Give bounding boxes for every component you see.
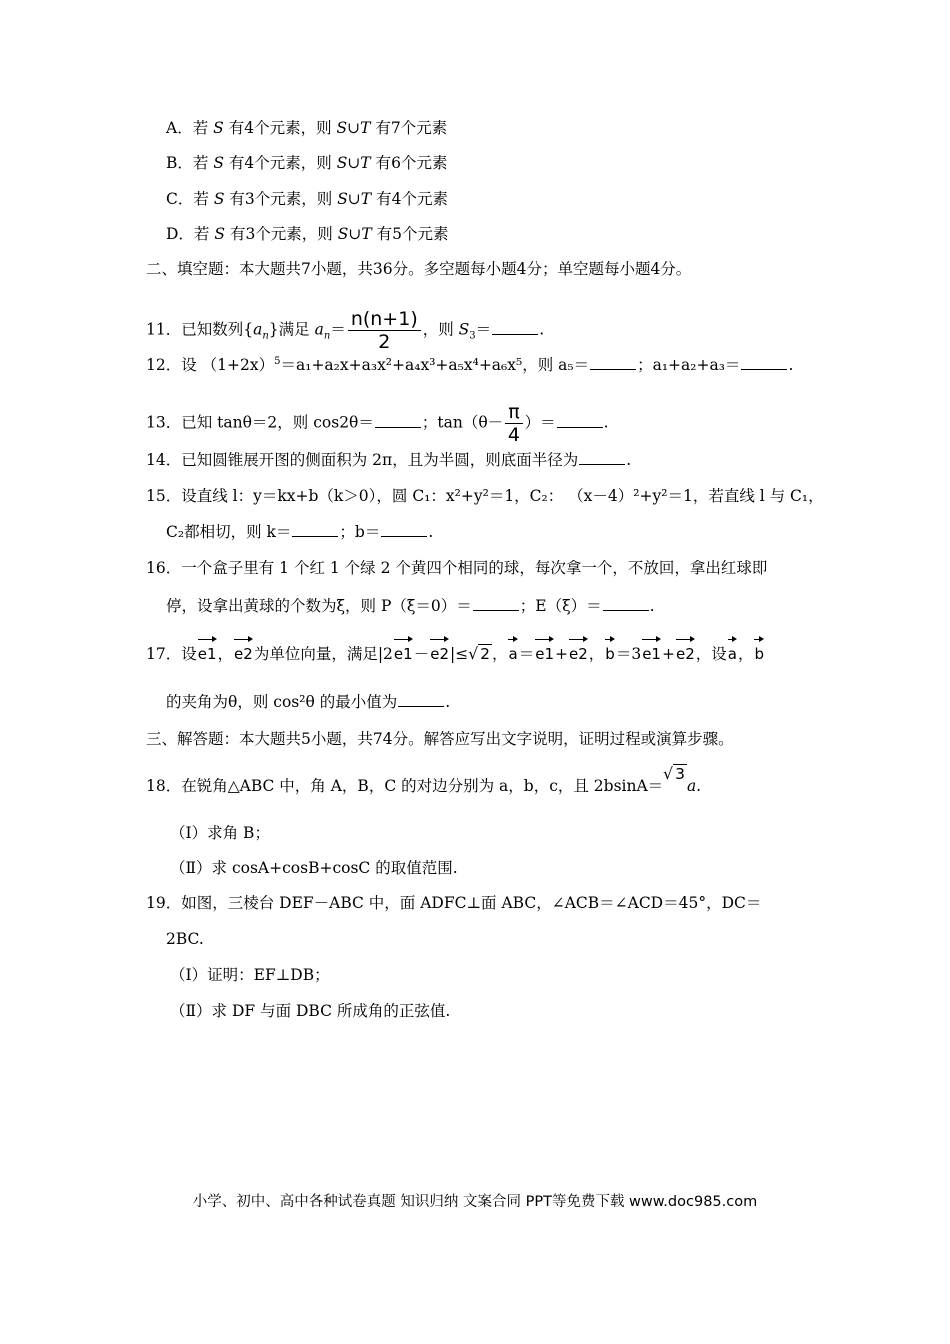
question-15-line-1: 15．设直线 l：y＝kx+b（k＞0），圆 C₁：x²+y²＝1，C₂： （x－4）²+y²＝1，若直线 l 与 C₁， [146, 487, 824, 505]
answer-blank [375, 413, 421, 428]
sqrt-2: √ 2 [468, 645, 490, 663]
answer-blank [603, 596, 649, 611]
vector-e1: e1 [394, 636, 413, 664]
answer-blank [557, 413, 603, 428]
question-18-part-2: （Ⅱ）求 cosA+cosB+cosC 的取值范围. [170, 859, 458, 877]
question-15-line-2: C₂都相切，则 k＝ ；b＝ . [166, 523, 434, 541]
vector-e2: e2 [569, 636, 588, 664]
footer-watermark: 小学、初中、高中各种试卷真题 知识归纳 文案合同 PPT等免费下载 www.doc985.com [192, 1194, 758, 1210]
question-19-part-1: （Ⅰ）证明：EF⊥DB； [170, 966, 330, 984]
sqrt-3: √ 3 [663, 765, 685, 783]
option-b: B．若 S 有4个元素，则 S∪T 有6个元素 [166, 154, 448, 172]
answer-blank [398, 692, 444, 707]
question-16-line-2: 停，设拿出黄球的个数为ξ，则 P（ξ＝0）＝ ；E（ξ）＝ . [166, 597, 655, 615]
vector-e2: e2 [430, 636, 449, 664]
question-18-part-1: （Ⅰ）求角 B； [170, 824, 270, 842]
question-17-line-2: 的夹角为θ，则 cos²θ 的最小值为 . [166, 693, 451, 711]
option-a: A．若 S 有4个元素，则 S∪T 有7个元素 [166, 119, 448, 137]
vector-b: b [754, 636, 764, 664]
answer-blank [473, 596, 519, 611]
question-14: 14．已知圆锥展开图的侧面积为 2π，且为半圆，则底面半径为 . [146, 451, 632, 469]
question-18: 18．在锐角△ABC 中，角 A，B，C 的对边分别为 a，b，c，且 2bsinA＝√ 3a. [146, 765, 702, 795]
answer-blank [492, 320, 538, 335]
section-3-heading: 三、解答题：本大题共5小题，共74分。解答应写出文字说明，证明过程或演算步骤。 [146, 730, 734, 748]
fraction-pi-over-4: $\frac{\pi}{4}$ [505, 401, 522, 446]
question-17-line-1: 17．设e1，e2为单位向量，满足|2e1－e2|≤√ 2 ，a＝e1+e2，b＝3e1+e2，设a，b [146, 636, 765, 664]
vector-a: a [508, 636, 517, 664]
question-13: 13．已知 tanθ＝2，则 cos2θ＝ ；tan（θ－ $\frac{\pi}{4}$ ）＝ . [146, 401, 609, 446]
question-19-line-2: 2BC. [166, 930, 204, 948]
vector-e1: e1 [535, 636, 554, 664]
question-12: 12．设 $(1+2x)^5=a_1+a_2x+a_3x^2+a_4x^3+a_5x^4+a_6x^5$，则 a₅＝ ；a₁+a₂+a₃＝ . [146, 355, 794, 374]
vector-a: a [728, 636, 737, 664]
question-16-line-1: 16．一个盒子里有 1 个红 1 个绿 2 个黄四个相同的球，每次拿一个，不放回，拿出红球即 [146, 559, 768, 577]
vector-e2: e2 [676, 636, 695, 664]
answer-blank [381, 522, 427, 537]
answer-blank [292, 522, 338, 537]
fraction-n-n1-over-2: $\frac{n(n+1)}{2}$ [348, 308, 421, 353]
vector-b: b [605, 636, 615, 664]
answer-blank [741, 355, 787, 370]
vector-e2: e2 [234, 636, 253, 664]
vector-e1: e1 [642, 636, 661, 664]
option-c: C．若 S 有3个元素，则 S∪T 有4个元素 [166, 190, 448, 208]
answer-blank [579, 450, 625, 465]
option-d: D．若 S 有3个元素，则 S∪T 有5个元素 [166, 225, 449, 243]
section-2-heading: 二、填空题：本大题共7小题，共36分。多空题每小题4分；单空题每小题4分。 [146, 260, 692, 278]
question-11: 11．已知数列$\{a_n\}$满足 $a_n=$ $\frac{n(n+1)}{2}$ ，则 $S_3=$ . [146, 308, 545, 353]
question-19-line-1: 19．如图，三棱台 DEF－ABC 中，面 ADFC⊥面 ABC，∠ACB＝∠ACD＝45°，DC＝ [146, 894, 762, 912]
answer-blank [590, 355, 636, 370]
question-19-part-2: （Ⅱ）求 DF 与面 DBC 所成角的正弦值. [170, 1002, 451, 1020]
vector-e1: e1 [198, 636, 217, 664]
